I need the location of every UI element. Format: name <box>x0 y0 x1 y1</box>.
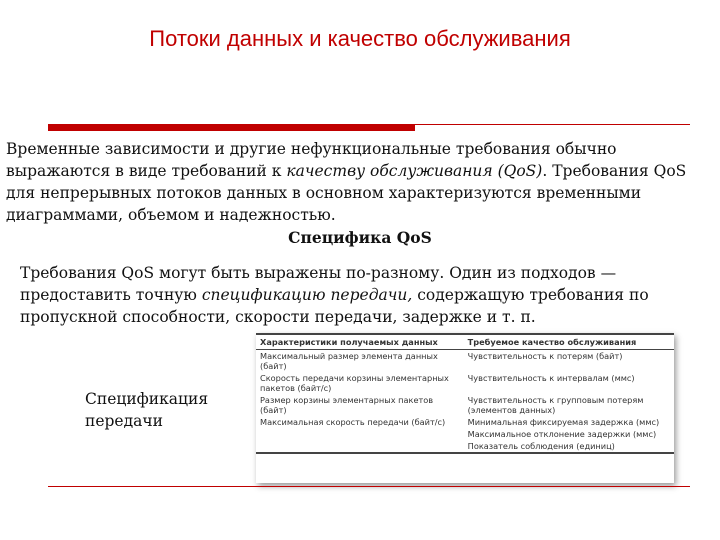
cell <box>256 440 464 453</box>
header-cell: Характеристики получаемых данных <box>256 334 464 350</box>
table-row <box>256 350 674 373</box>
table-row <box>256 440 674 453</box>
cell: Показатель соблюдения (единиц) <box>467 441 615 451</box>
table-row <box>256 428 674 440</box>
qos-table <box>256 333 674 483</box>
intro-paragraph <box>6 138 706 226</box>
emphasis: качеству обслуживания (QoS) <box>286 162 543 180</box>
header-cell: Требуемое качество обслуживания <box>464 334 674 350</box>
accent-bar <box>48 124 415 131</box>
side-label: Спецификация передачи <box>85 390 209 430</box>
table-row <box>256 394 674 416</box>
text: . Требования QoS для непрерывных потоков данных в основном характеризуются временными диаграммами, объемом и надежностью. <box>6 162 687 224</box>
qos-paragraph <box>20 262 710 328</box>
cell: Чувствительность к групповым потерям (элементов данных) <box>467 395 644 415</box>
subtitle: Специфика QoS <box>288 228 432 247</box>
slide-title: Потоки данных и качество обслуживания <box>149 26 571 51</box>
text: Временные зависимости и другие нефункциональные требования обычно выражаются в виде требований к <box>6 140 617 180</box>
cell: Чувствительность к интервалам (ммс) <box>467 373 635 383</box>
cell: Максимальная скорость передачи (байт/с) <box>260 417 446 427</box>
cell: Размер корзины элементарных пакетов (байт) <box>260 395 434 415</box>
cell: Минимальная фиксируемая задержка (ммс) <box>467 417 660 427</box>
cell: Максимальный размер элемента данных (байт) <box>260 351 438 371</box>
cell <box>256 428 464 440</box>
cell: Максимальное отклонение задержки (ммс) <box>467 429 657 439</box>
table-row <box>256 416 674 428</box>
bottom-divider <box>48 486 690 487</box>
table-row <box>256 372 674 394</box>
text: Требования QoS могут быть выражены по-разному. Один из подходов — предоставить точную <box>20 264 617 304</box>
emphasis: спецификацию передачи, <box>201 286 413 304</box>
text: содержащую требования по пропускной способности, скорости передачи, задержке и т. п. <box>20 286 649 326</box>
cell: Чувствительность к потерям (байт) <box>467 351 623 361</box>
cell: Скорость передачи корзины элементарных пакетов (байт/с) <box>260 373 449 393</box>
